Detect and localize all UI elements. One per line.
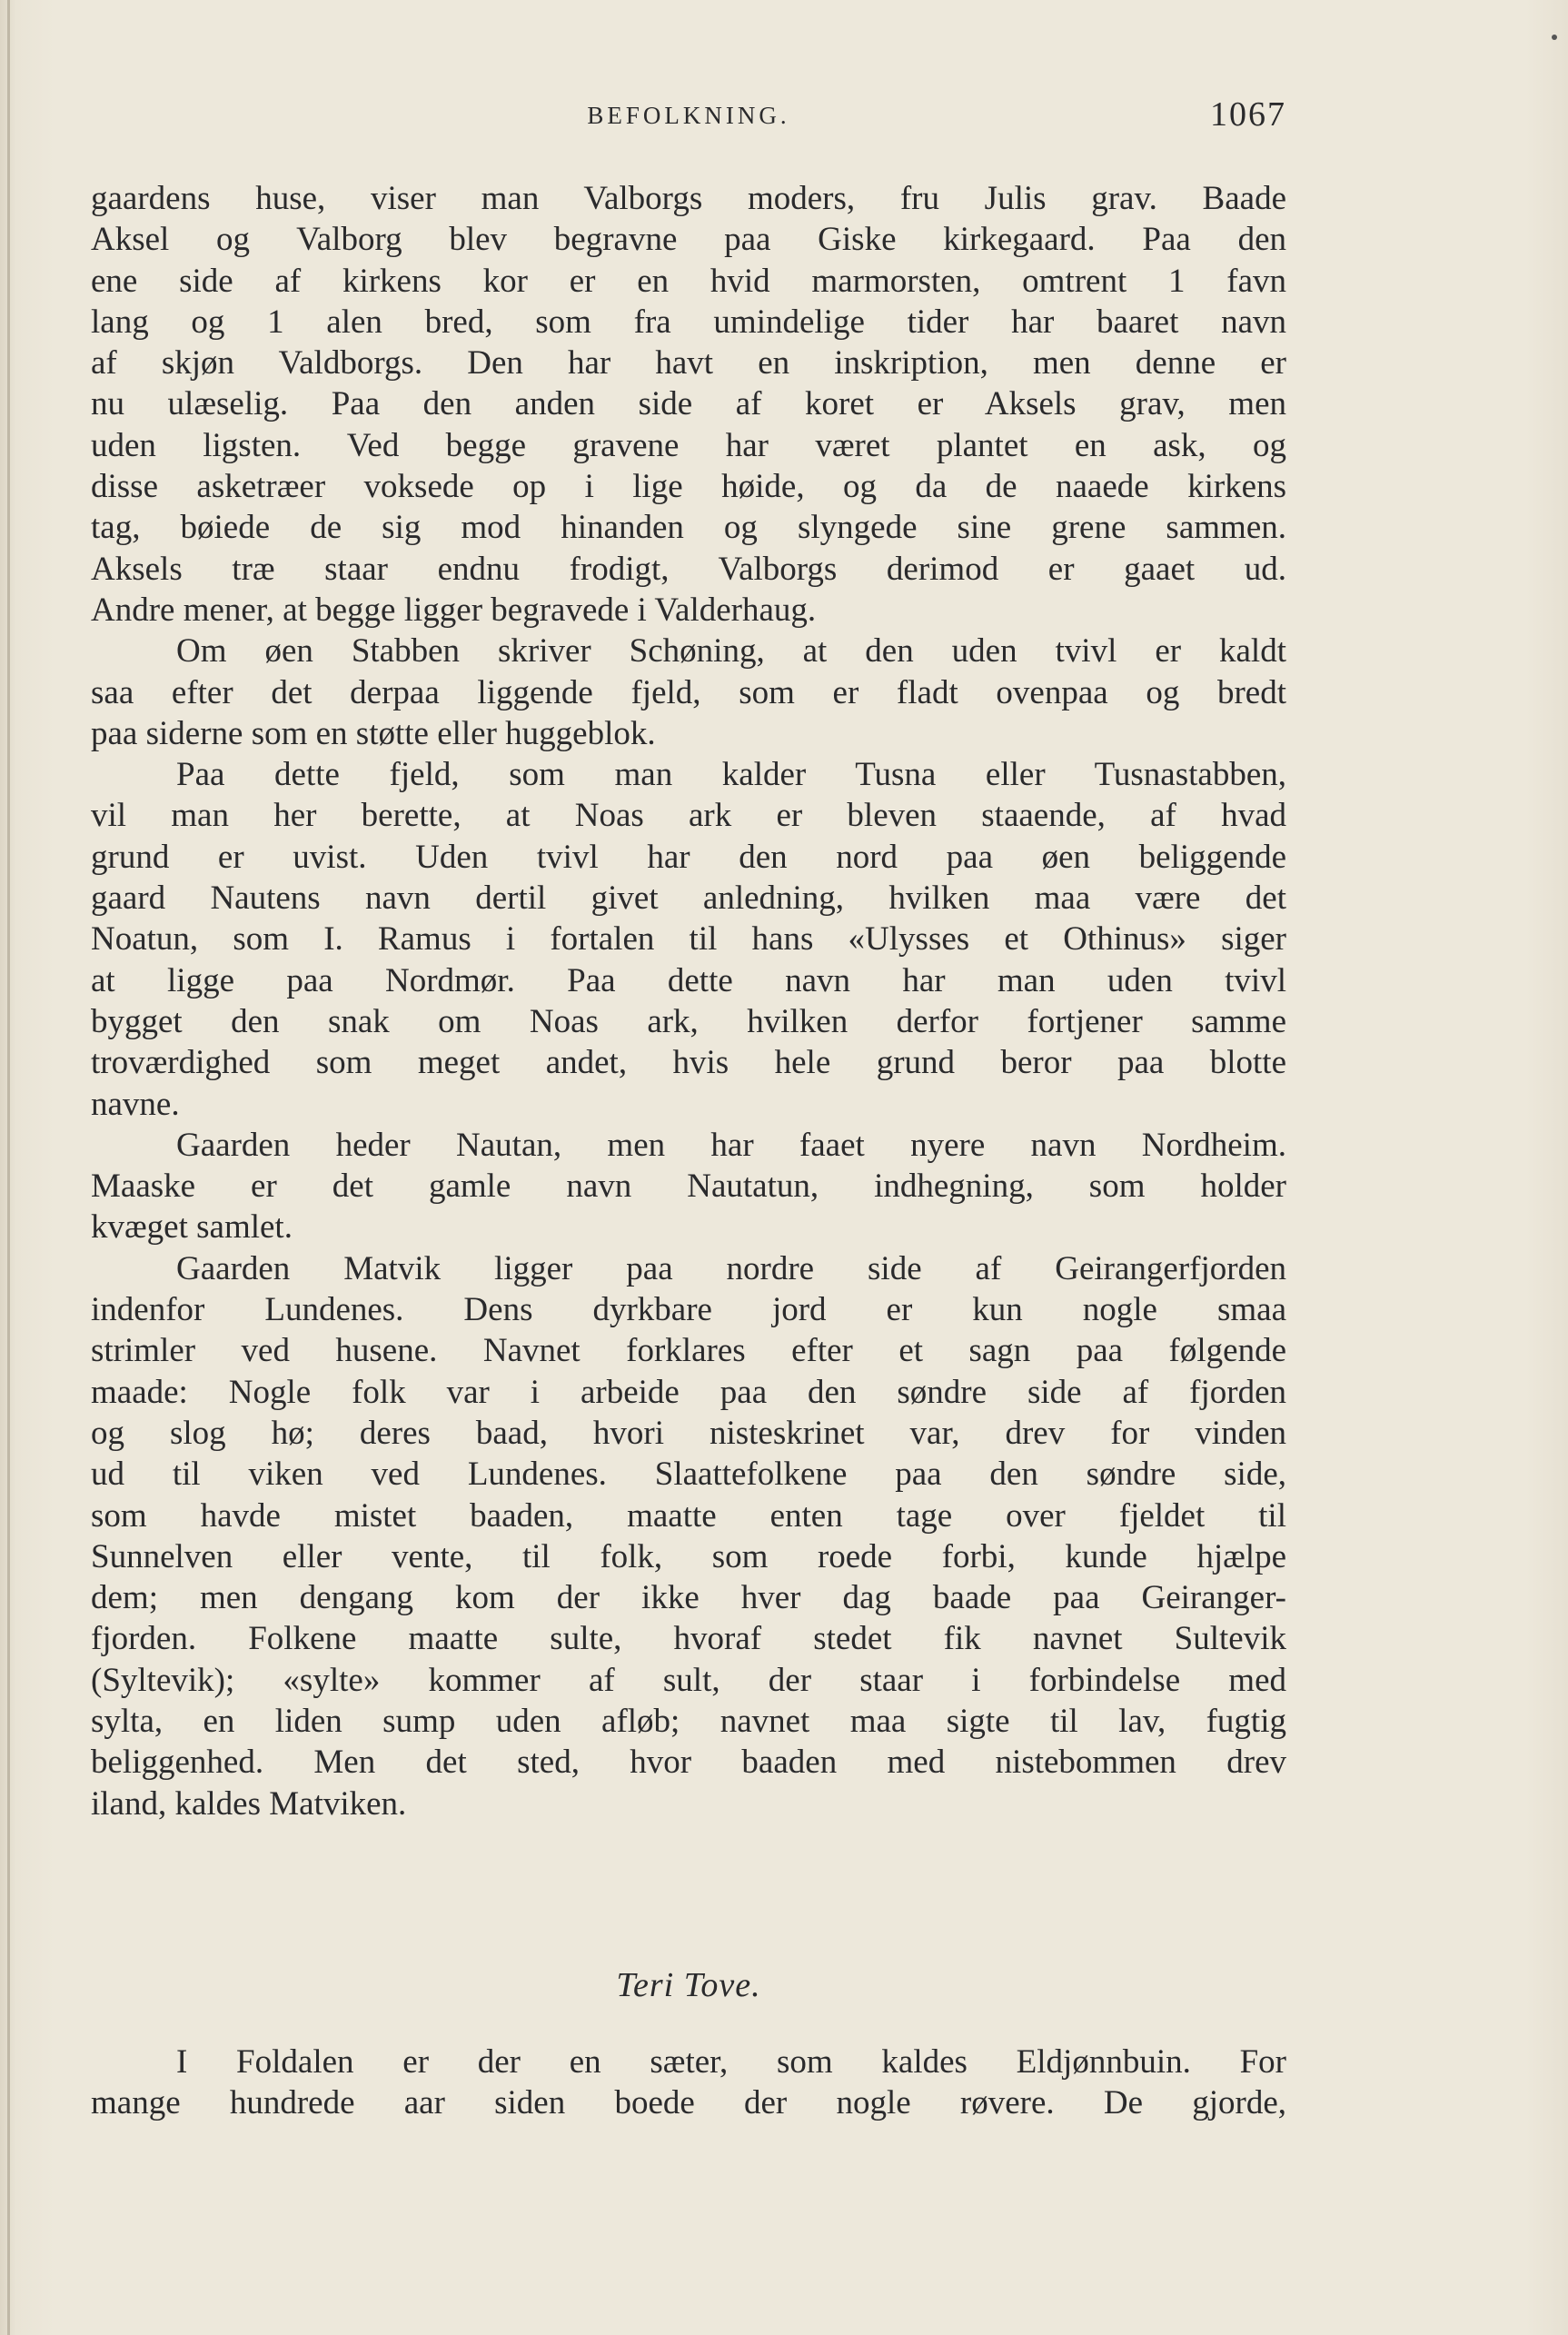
page-header (91, 94, 1286, 138)
text-line: bygget den snak om Noas ark, hvilken derfor fortjener samme (91, 1002, 1286, 1040)
text-line: Maaske er det gamle navn Nautatun, indhegning, som holder (91, 1168, 1286, 1206)
text-line: I Foldalen er der en sæter, som kaldes Eldjønnbuin. For (176, 2043, 1286, 2081)
text-line: disse asketræer voksede op i lige høide, og da de naaede kirkens (91, 468, 1286, 506)
text-line: uden ligsten. Ved begge gravene har været plantet en ask, og (91, 426, 1286, 464)
text-line: kvæget samlet. (91, 1208, 293, 1247)
text-line: Gaarden Matvik ligger paa nordre side af Geirangerfjorden (176, 1249, 1286, 1287)
text-line: og slog hø; deres baad, hvori nisteskrinet var, drev for vinden (91, 1414, 1286, 1452)
text-line: gaard Nautens navn dertil givet anledning, hvilken maa være det (91, 879, 1286, 918)
text-line: sylta, en liden sump uden afløb; navnet maa sigte til lav, fugtig (91, 1702, 1286, 1740)
text-line: at ligge paa Nordmør. Paa dette navn har man uden tvivl (91, 961, 1286, 999)
text-line: troværdighed som meget andet, hvis hele grund beror paa blotte (91, 1044, 1286, 1082)
text-line: Sunnelven eller vente, til folk, som roede forbi, kunde hjælpe (91, 1537, 1286, 1575)
running-head: BEFOLKNING. (587, 102, 790, 129)
page-edge (7, 0, 10, 2335)
paragraph (91, 631, 1286, 754)
text-line: af skjøn Valdborgs. Den har havt en inskription, men denne er (91, 344, 1286, 383)
text-line: gaardens huse, viser man Valborgs moders, fru Julis grav. Baade (91, 180, 1286, 217)
text-line: Aksels træ staar endnu frodigt, Valborgs derimod er gaaet ud. (91, 550, 1286, 588)
text-line: vil man her berette, at Noas ark er bleven staaende, af hvad (91, 797, 1286, 835)
text-line: ene side af kirkens kor er en hvid marmorsten, omtrent 1 favn (91, 262, 1286, 300)
text-line: (Syltevik); «sylte» kommer af sult, der staar i forbindelse med (91, 1661, 1286, 1699)
text-line: lang og 1 alen bred, som fra umindelige tider har baaret navn (91, 303, 1286, 341)
section-title: Teri Tove. (616, 1966, 761, 2004)
text-line: tag, bøiede de sig mod hinanden og slyngede sine grene sammen. (91, 509, 1286, 547)
text-line: Noatun, som I. Ramus i fortalen til hans «Ulysses et Othinus» siger (91, 920, 1286, 959)
text-line: navne. (91, 1085, 180, 1123)
text-line: nu ulæselig. Paa den anden side af koret er Aksels grav, men (91, 385, 1286, 423)
text-line: Om øen Stabben skriver Schøning, at den uden tvivl er kaldt (176, 632, 1286, 671)
text-line: ud til viken ved Lundenes. Slaattefolkene paa den søndre side, (91, 1456, 1286, 1494)
text-line: iland, kaldes Matviken. (91, 1784, 407, 1823)
paragraph (91, 1248, 1286, 1824)
paragraph (91, 754, 1286, 1125)
text-line: fjorden. Folkene maatte sulte, hvoraf stedet fik navnet Sultevik (91, 1620, 1286, 1658)
text-line: paa siderne som en støtte eller huggeblok. (91, 714, 656, 752)
page-number: 1067 (1210, 95, 1286, 134)
text-line: maade: Nogle folk var i arbeide paa den søndre side af fjorden (91, 1373, 1286, 1411)
section-body (91, 2042, 1286, 2124)
text-line: saa efter det derpaa liggende fjeld, som er fladt ovenpaa og bredt (91, 673, 1286, 711)
text-line: beliggenhed. Men det sted, hvor baaden med nistebommen drev (91, 1744, 1286, 1782)
text-line: Paa dette fjeld, som man kalder Tusna eller Tusnastabben, (176, 756, 1286, 794)
text-line: grund er uvist. Uden tvivl har den nord paa øen beliggende (91, 838, 1286, 876)
text-line: indenfor Lundenes. Dens dyrkbare jord er kun nogle smaa (91, 1291, 1286, 1329)
text-line: som havde mistet baaden, maatte enten tage over fjeldet til (91, 1496, 1286, 1535)
paragraph (91, 178, 1286, 631)
text-line: strimler ved husene. Navnet forklares efter et sagn paa følgende (91, 1332, 1286, 1370)
text-line: Aksel og Valborg blev begravne paa Giske kirkegaard. Paa den (91, 221, 1286, 259)
text-line: Andre mener, at begge ligger begravede i Valderhaug. (91, 591, 817, 629)
body-text (91, 178, 1286, 1824)
paragraph (91, 1125, 1286, 1248)
print-mark (1552, 35, 1557, 40)
text-line: mange hundrede aar siden boede der nogle røvere. De gjorde, (91, 2084, 1286, 2122)
text-line: dem; men dengang kom der ikke hver dag baade paa Geiranger- (91, 1579, 1286, 1617)
text-line: Gaarden heder Nautan, men har faaet nyere navn Nordheim. (176, 1126, 1286, 1164)
